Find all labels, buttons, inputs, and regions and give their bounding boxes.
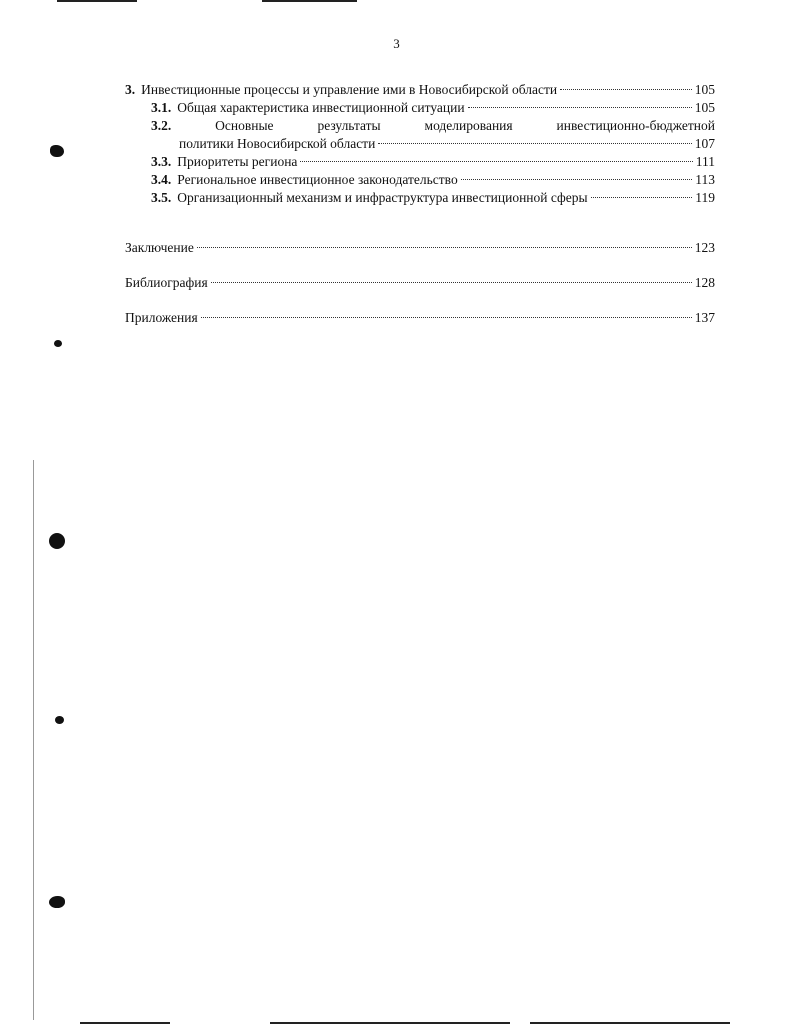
toc-entry-title: Заключение [125, 240, 194, 255]
toc-entry-number: 3.2. [151, 118, 172, 133]
dot-leader [211, 282, 692, 283]
punch-hole-mark-5 [49, 896, 65, 908]
spacer [125, 207, 715, 239]
dot-leader [300, 161, 692, 162]
toc-entry-title-line-2 [151, 135, 715, 153]
toc-entry-bibliography[interactable] [125, 274, 715, 292]
toc-entry-title: политики Новосибирской области [179, 136, 376, 151]
scan-edge-bottom-3 [530, 1022, 730, 1024]
toc-entry-word: результаты [317, 118, 381, 133]
toc-entry-word: Основные [215, 118, 274, 133]
toc-entry-page: 128 [694, 275, 715, 290]
dot-leader [560, 89, 692, 90]
toc-entry-page: 111 [695, 154, 715, 169]
punch-hole-mark-1 [50, 145, 64, 157]
toc-entry-page: 137 [694, 310, 715, 325]
toc-entry-chapter-3[interactable] [125, 81, 715, 99]
toc-entry-3-4[interactable] [125, 171, 715, 189]
toc-entry-conclusion[interactable] [125, 239, 715, 257]
toc-entry-page: 105 [694, 82, 715, 97]
toc-entry-title: Общая характеристика инвестиционной ситуации [177, 100, 465, 115]
punch-hole-mark-2 [54, 340, 62, 347]
toc-entry-number: 3.5. [151, 190, 172, 205]
table-of-contents [125, 81, 715, 327]
page-number: 3 [393, 36, 400, 51]
punch-hole-mark-3 [49, 533, 65, 549]
toc-entry-number: 3.1. [151, 100, 172, 115]
toc-entry-3-1[interactable] [125, 99, 715, 117]
scan-edge-top-1 [57, 0, 137, 2]
dot-leader [201, 317, 692, 318]
toc-entry-3-5[interactable] [125, 189, 715, 207]
toc-entry-title: Библиография [125, 275, 208, 290]
toc-entry-title: Организационный механизм и инфраструктура инвестиционной сферы [177, 190, 588, 205]
spacer [125, 292, 715, 309]
toc-entry-page: 123 [694, 240, 715, 255]
toc-entry-page: 105 [694, 100, 715, 115]
dot-leader [378, 143, 691, 144]
toc-entry-3-2[interactable] [125, 117, 715, 153]
toc-entry-title: Инвестиционные процессы и управление ими в Новосибирской области [141, 82, 558, 97]
dot-leader [197, 247, 692, 248]
margin-line [33, 460, 34, 1020]
scan-edge-top-2 [262, 0, 357, 2]
toc-entry-page: 107 [694, 136, 715, 151]
dot-leader [461, 179, 693, 180]
toc-entry-word: моделирования [424, 118, 513, 133]
toc-entry-number: 3.4. [151, 172, 172, 187]
spacer [125, 257, 715, 274]
toc-entry-title-line-1 [151, 117, 715, 135]
toc-entry-appendices[interactable] [125, 309, 715, 327]
dot-leader [591, 197, 693, 198]
toc-entry-word: инвестиционно-бюджетной [556, 118, 715, 133]
punch-hole-mark-4 [55, 716, 64, 724]
toc-entry-number: 3. [125, 82, 136, 97]
toc-entry-title: Приоритеты региона [177, 154, 298, 169]
dot-leader [468, 107, 692, 108]
scan-edge-bottom-1 [80, 1022, 170, 1024]
toc-entry-number: 3.3. [151, 154, 172, 169]
toc-entry-page: 119 [695, 190, 715, 205]
toc-entry-title: Региональное инвестиционное законодательство [177, 172, 458, 187]
toc-entry-page: 113 [695, 172, 715, 187]
toc-entry-title: Приложения [125, 310, 198, 325]
toc-entry-3-3[interactable] [125, 153, 715, 171]
scan-edge-bottom-2 [270, 1022, 510, 1024]
